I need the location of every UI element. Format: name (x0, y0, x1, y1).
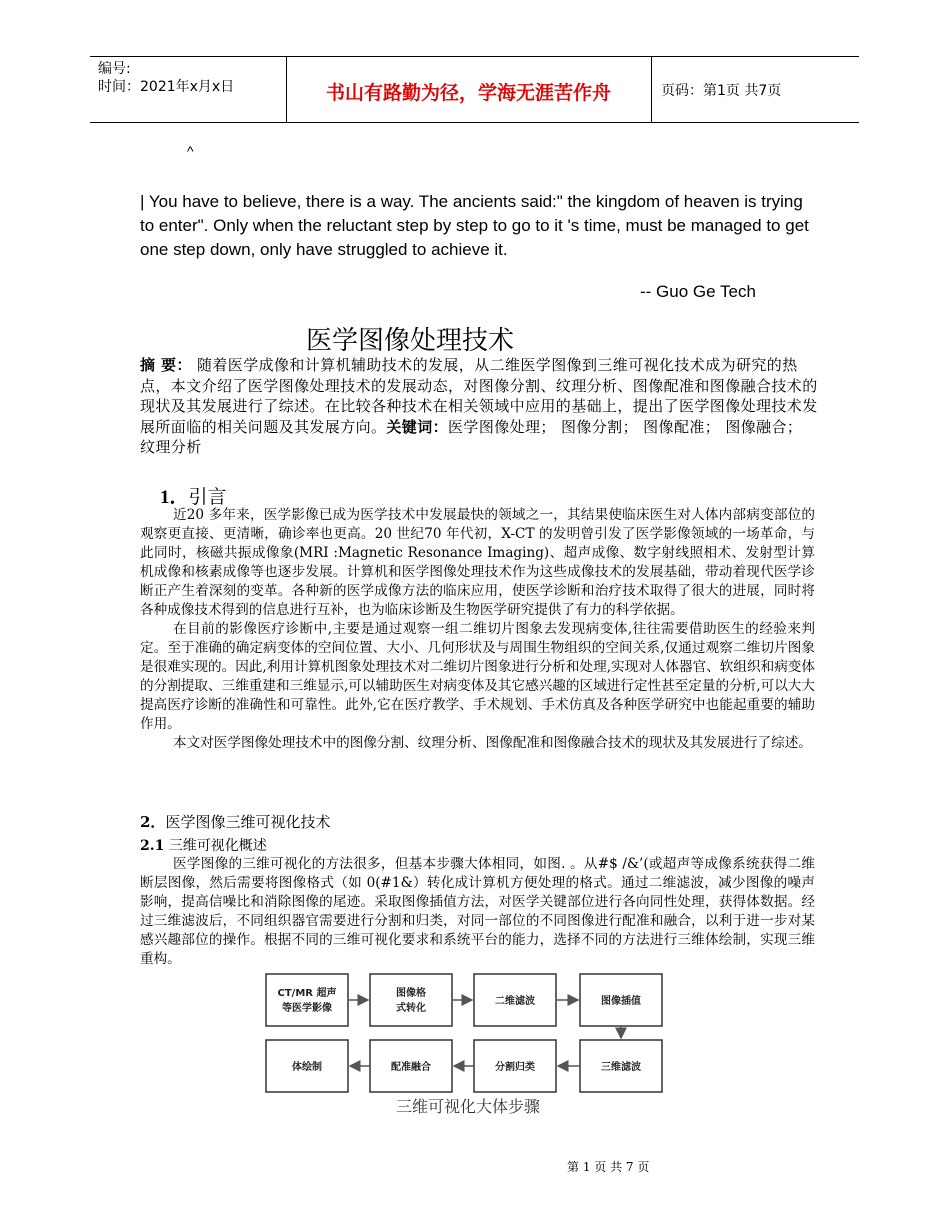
flow-label: 等医学影像 (282, 1003, 332, 1014)
paragraph: 医学图像的三维可视化的方法很多，但基本步骤大体相同，如图. 。从#$ /&’(或超声等成像系统获得二维断层图像，然后需要将图像格式（如 0(#1&）转化成计算机方便处理的格式。通过二维滤波，减少图像的噪声影响，提高信噪比和消除图像的尾迹。采取图像插值方法，对医学关键部位进行各向同性处理，获得体数据。经过三维滤波后，不同组织器官需要进行分割和归类，对同一部位的不同图像进行配准和融合，以利于进一步对某感兴趣部位的操作。根据不同的三维可视化要求和系统平台的能力，选择不同的方法进行三维体绘制，实现三维重构。 (140, 856, 815, 967)
flow-label: 体绘制 (292, 1062, 322, 1073)
subsection-heading (140, 835, 267, 855)
header-time: 时间：2021年x月x日 (98, 79, 235, 95)
paragraph: 本文对医学图像处理技术中的图像分割、纹理分析、图像配准和图像融合技术的现状及其发展进行了综述。 (173, 735, 812, 751)
header-divider (651, 56, 652, 122)
header-info (98, 60, 234, 96)
document-title: 医学图像处理技术 (306, 326, 515, 356)
section-1-number: 1． (160, 487, 189, 508)
flow-label: 二维滤波 (495, 996, 535, 1007)
abstract-text: 随着医学成像和计算机辅助技术的发展，从二维医学图像到三维可视化技术成为研究的热点，本文介绍了医学图像处理技术的发展动态，对图像分割、纹理分析、图像配准和图像融合技术的现状及其发展进行了综述。在比较各种技术在相关领域中应用的基础上，提出了医学图像处理技术发展所面临的相关问题及其发展方向。 (140, 356, 818, 436)
section-2-heading (140, 811, 330, 832)
flow-box (266, 974, 348, 1026)
visualization-flowchart (260, 968, 680, 1118)
flow-label: 配准融合 (391, 1062, 431, 1073)
header-top-rule (90, 56, 859, 57)
quote-text: | You have to believe, there is a way. The ancients said:" the kingdom of heaven is trying to enter". Only when the reluctant step by step to go to it 's time, must be managed to get one step down, only have struggled to achieve it. (140, 192, 809, 259)
section-2-number: 2． (140, 813, 166, 831)
header-motto: 书山有路勤为径，学海无涯苦作舟 (325, 82, 611, 104)
section-1-body (140, 506, 815, 753)
abstract (140, 355, 820, 458)
keywords-text: 医学图像处理； 图像分割； 图像配准； 图像融合； 纹理分析 (140, 417, 803, 456)
section-1-title: 引言 (188, 486, 227, 508)
section-2-body (140, 855, 815, 969)
paragraph: 在目前的影像医疗诊断中,主要是通过观察一组二维切片图象去发现病变体,往往需要借助医生的经验来判定。至于准确的确定病变体的空间位置、大小、几何形状及与周围生物组织的空间关系,仅通过观察二维切片图象是很难实现的。因此,利用计算机图象处理技术对二维切片图象进行分析和处理,实现对人体器官、软组织和病变体的分割提取、三维重建和三维显示,可以辅助医生对病变体及其它感兴趣的区域进行定性甚至定量的分析,可以大大提高医疗诊断的准确性和可靠性。此外,它在医疗教学、手术规划、手术仿真及各种医学研究中也能起重要的辅助作用。 (140, 621, 815, 732)
flow-label: 图像插值 (601, 996, 641, 1007)
flow-label: 图像格 (396, 988, 426, 999)
keywords-label: 关键词： (386, 417, 449, 436)
page-footer: 第 1 页 共 7 页 (567, 1160, 650, 1174)
flow-box (370, 974, 452, 1026)
flow-label: CT/MR 超声 (277, 988, 337, 999)
caret-mark: ^ (187, 143, 194, 159)
section-2-title: 医学图像三维可视化技术 (165, 813, 331, 831)
section-1-heading (160, 482, 227, 509)
subsection-title: 三维可视化概述 (168, 838, 267, 854)
flow-label: 三维滤波 (601, 1062, 641, 1073)
flow-label: 式转化 (396, 1003, 426, 1014)
paragraph: 近20 多年来，医学影像已成为医学技术中发展最快的领域之一，其结果使临床医生对人体内部病变部位的观察更直接、更清晰，确诊率也更高。20 世纪70 年代初，X-CT 的发明曾引发了医学影像领域的一场革命，与此同时，核磁共振成像象(MRI :Magnetic Resonance Imaging)、超声成像、数字射线照相术、发射型计算机成像和核素成像等也逐步发展。计算机和医学图像处理技术作为这些成像技术的发展基础，带动着现代医学诊断正产生着深刻的变革。各种新的医学成像方法的临床应用，使医学诊断和治疗技术取得了很大的进展，同时将各种成像技术得到的信息进行互补，也为临床诊断及生物医学研究提供了有力的科学依据。 (140, 507, 815, 618)
subsection-number: 2.1 (140, 838, 165, 854)
header-number: 编号: (98, 61, 131, 77)
flow-label: 分割归类 (495, 1062, 535, 1073)
header-page-number: 页码：第1页 共7页 (661, 83, 782, 99)
header-bottom-rule (90, 122, 859, 123)
abstract-label: 摘 要： (140, 356, 192, 374)
flowchart-caption: 三维可视化大体步骤 (395, 1097, 541, 1116)
quote-signature: -- Guo Ge Tech (640, 282, 756, 301)
